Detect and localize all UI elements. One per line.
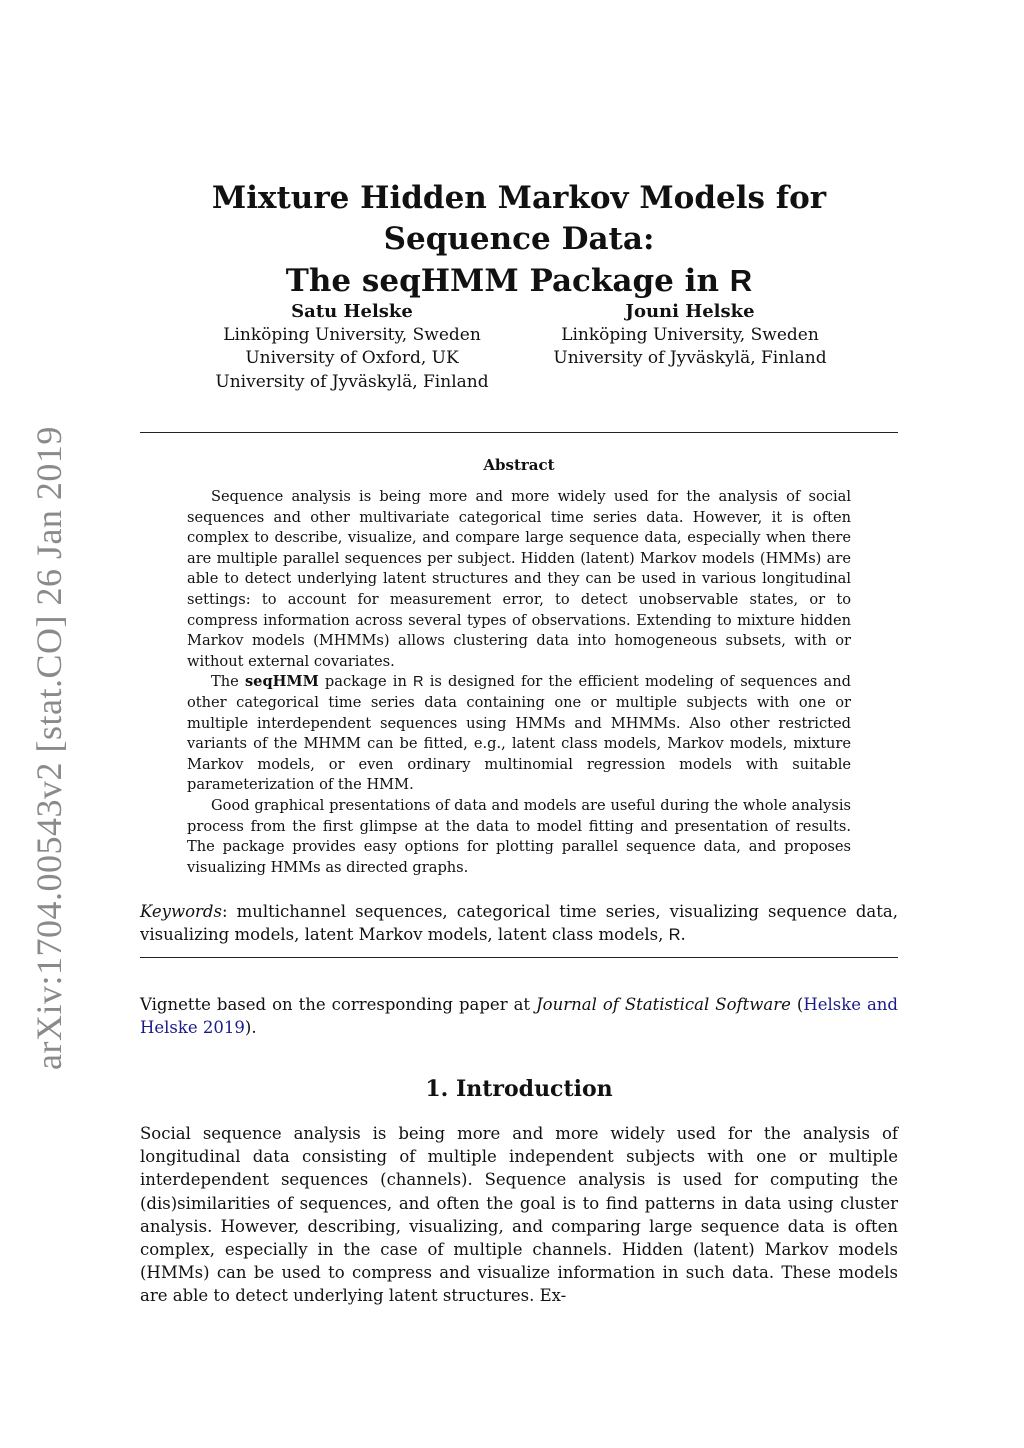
- paper-title: [140, 178, 898, 302]
- author-affiliation: University of Oxford, UK: [245, 348, 459, 368]
- keywords: Keywords: multichannel sequences, categorical time series, visualizing sequence data, visualizing models, latent Markov models, latent class models, R.: [140, 902, 898, 944]
- author-affiliation: Linköping University, Sweden: [223, 324, 481, 345]
- arxiv-identifier: arXiv:1704.00543v2 [stat.CO] 26 Jan 2019: [29, 426, 69, 1070]
- introduction-paragraph: Social sequence analysis is being more and more widely used for the analysis of longitudinal data consisting of multiple independent subjects with one or multiple interdependent sequences (channels). Sequence analysis is used for computing the (dis)similarities of sequences, and often the goal is to find patterns in data using cluster analysis. However, describing, visualizing, and comparing large sequence data is often complex, especially in the case of multiple channels. Hidden (latent) Markov models (HMMs) can be used to compress and visualize information in such data. These models are able to detect underlying latent structures. Ex-: [140, 1124, 898, 1306]
- title-r-language: R: [729, 263, 753, 298]
- citation-link[interactable]: Helske and Helske 2019: [140, 995, 898, 1037]
- section-heading: 1. Introduction: [425, 1076, 613, 1102]
- author-affiliation: Linköping University, Sweden: [561, 324, 819, 345]
- author-block: [140, 300, 898, 400]
- author-affiliation: University of Jyväskylä, Finland: [215, 371, 489, 392]
- rule-bottom: [140, 957, 898, 958]
- title-line-1: Mixture Hidden Markov Models for Sequence Data:: [211, 180, 827, 257]
- r-language: R: [413, 674, 424, 691]
- journal-name: Journal of Statistical Software: [536, 995, 791, 1014]
- rule-top: [140, 432, 898, 433]
- author-name: Satu Helske: [291, 301, 413, 322]
- keywords-label: Keywords: [140, 902, 222, 921]
- abstract-paragraph-3: Good graphical presentations of data and models are useful during the whole analysis process from the first glimpse at the data to model fitting and presentation of results. The package provides easy options for plotting parallel sequence data, and proposes visualizing HMMs as directed graphs.: [187, 796, 851, 876]
- abstract-paragraph-2: The seqHMM package in R is designed for the efficient modeling of sequences and other categorical time series data containing one or multiple subjects with one or multiple interdependent sequences using HMMs and MHMMs. Also other restricted variants of the MHMM can be fitted, e.g., latent class models, Markov models, mixture Markov models, or even ordinary multinomial regression models with suitable parameterization of the HMM.: [187, 673, 851, 794]
- author-affiliation: University of Jyväskylä, Finland: [553, 348, 827, 368]
- vignette-note: Vignette based on the corresponding paper at Journal of Statistical Software (Helske and Helske 2019).: [140, 995, 898, 1037]
- r-language: R: [668, 926, 681, 944]
- abstract-body: [187, 487, 851, 878]
- package-name: seqHMM: [244, 673, 319, 691]
- abstract-paragraph-1: Sequence analysis is being more and more widely used for the analysis of social sequences and other multivariate categorical time series data. However, it is often complex to describe, visualize, and compare large sequence data, especially when there are multiple parallel sequences per subject. Hidden (latent) Markov models (HMMs) are able to detect underlying latent structures and they can be used in various longitudinal settings: to account for measurement error, to detect unobservable states, or to compress information across several types of observations. Extending to mixture hidden Markov models (MHMMs) allows clustering data into homogeneous subsets, with or without external covariates.: [187, 488, 851, 670]
- author-2: [540, 300, 840, 371]
- author-1: [202, 300, 502, 394]
- author-name: Jouni Helske: [625, 301, 755, 322]
- title-line-2: The seqHMM Package in: [285, 263, 730, 299]
- abstract-heading: Abstract: [483, 456, 555, 474]
